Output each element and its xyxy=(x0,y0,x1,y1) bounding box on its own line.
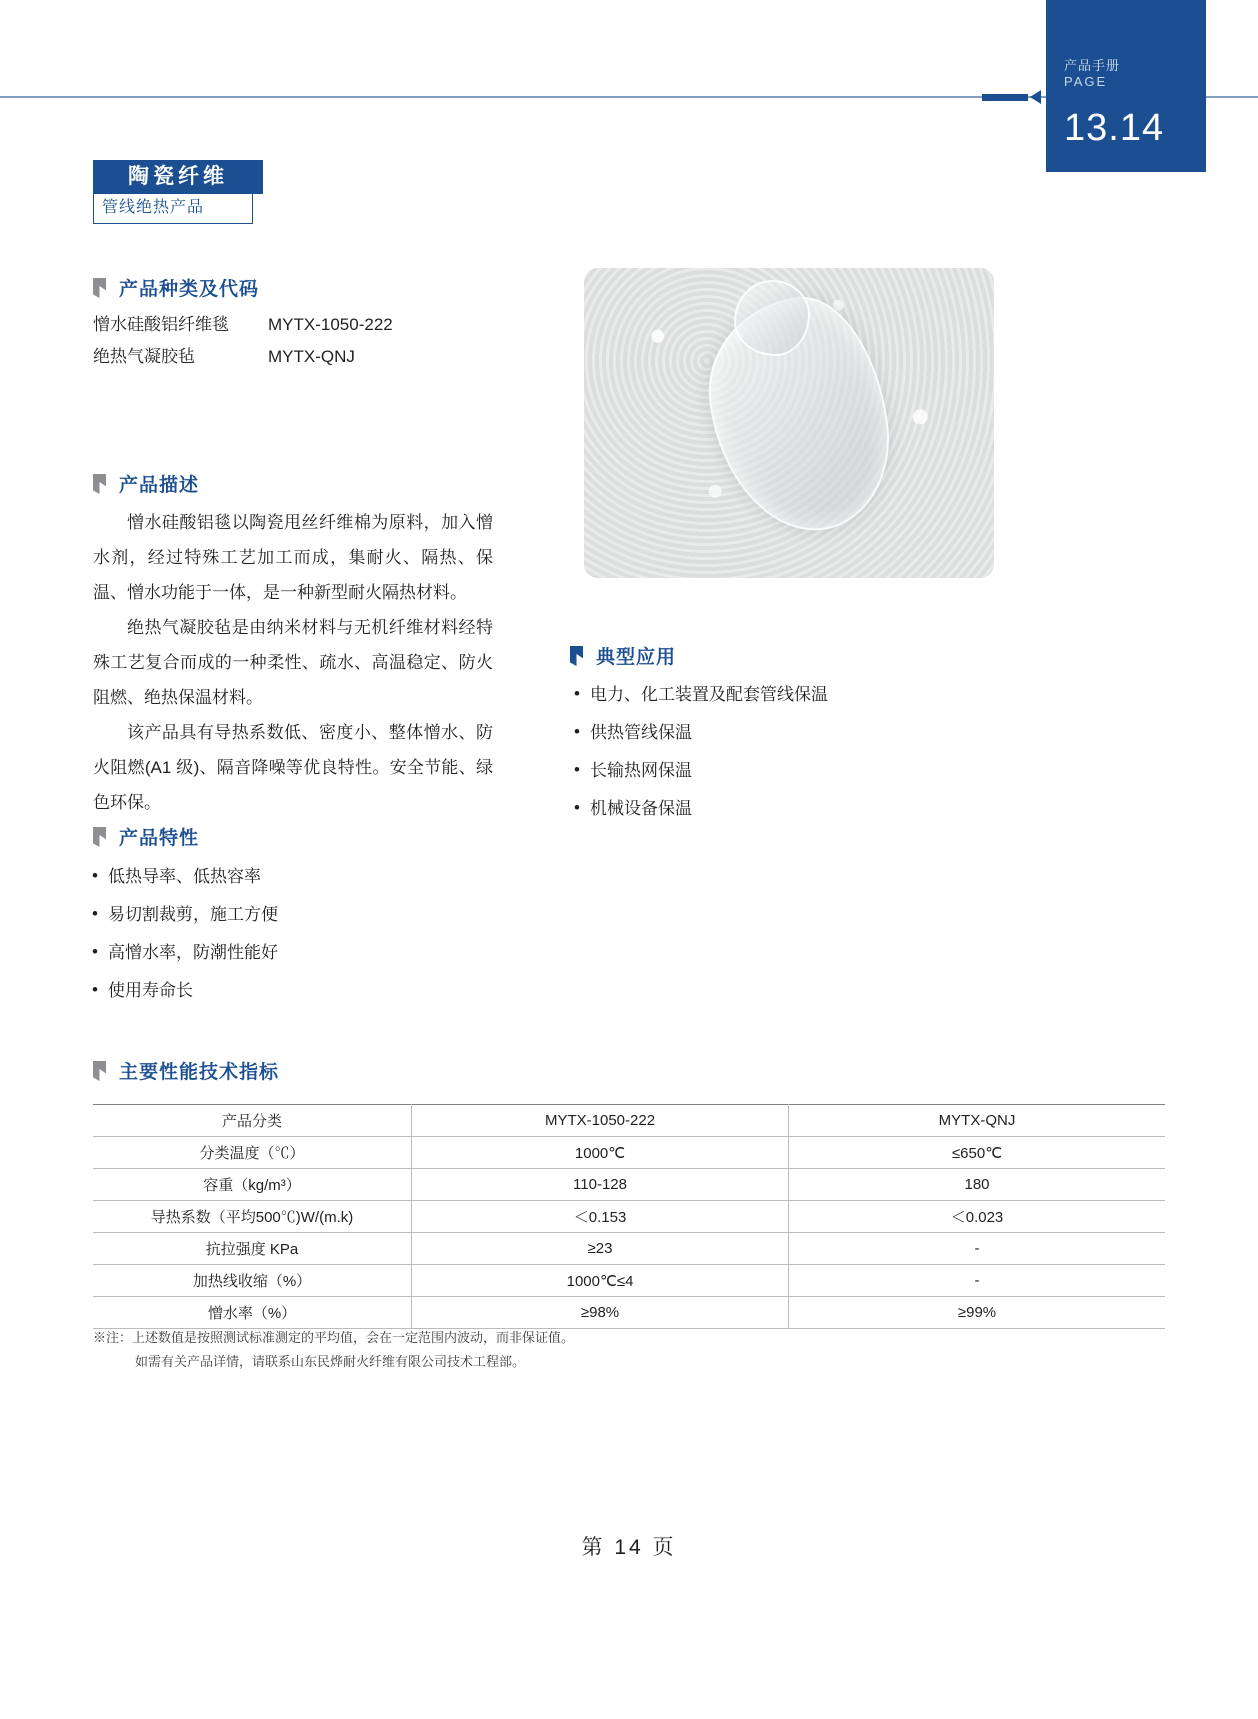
flag-icon xyxy=(93,1061,107,1081)
applications-list xyxy=(572,678,992,830)
row-value-2: MYTX-QNJ xyxy=(789,1105,1165,1137)
product-type-row xyxy=(93,340,355,374)
product-photo xyxy=(584,268,994,578)
flag-icon xyxy=(93,278,107,298)
section-heading-features: 产品特性 xyxy=(93,823,199,850)
note-line-1: ※注：上述数值是按照测试标准测定的平均值，会在一定范围内波动，而非保证值。 xyxy=(93,1330,575,1345)
row-value-1: ≥98% xyxy=(412,1297,789,1329)
list-item: • 易切割裁剪，施工方便 xyxy=(90,898,510,932)
product-type-code: MYTX-1050-222 xyxy=(268,315,393,334)
badge-page-label: PAGE xyxy=(1064,74,1108,89)
list-item: • 使用寿命长 xyxy=(90,974,510,1008)
row-label: 憎水率（%） xyxy=(93,1297,412,1329)
table-row xyxy=(93,1201,1165,1233)
row-value-2: - xyxy=(789,1265,1165,1297)
flag-icon xyxy=(93,474,107,494)
description-paragraph: 憎水硅酸铝毯以陶瓷甩丝纤维棉为原料，加入憎水剂，经过特殊工艺加工而成，集耐火、隔热、保温、憎水功能于一体，是一种新型耐火隔热材料。 xyxy=(93,513,493,602)
table-row xyxy=(93,1137,1165,1169)
arrow-left-decoration xyxy=(982,89,1046,107)
row-value-1: ≥23 xyxy=(412,1233,789,1265)
row-value-2: - xyxy=(789,1233,1165,1265)
row-label: 导热系数（平均500℃)W/(m.k) xyxy=(93,1201,412,1233)
list-item: • 长输热网保温 xyxy=(572,754,992,788)
row-value-1: 1000℃≤4 xyxy=(412,1265,789,1297)
section-heading-specs: 主要性能技术指标 xyxy=(93,1057,279,1084)
flag-icon xyxy=(93,827,107,847)
features-list xyxy=(90,860,510,1012)
page-subtitle: 管线绝热产品 xyxy=(93,194,253,224)
row-value-2: 180 xyxy=(789,1169,1165,1201)
list-item: • 机械设备保温 xyxy=(572,792,992,826)
badge-manual-label: 产品手册 xyxy=(1064,58,1121,73)
table-row xyxy=(93,1265,1165,1297)
row-value-2: ≥99% xyxy=(789,1297,1165,1329)
section-heading-types: 产品种类及代码 xyxy=(93,274,259,301)
badge-page-number: 13.14 xyxy=(1064,107,1165,149)
row-label: 加热线收缩（%） xyxy=(93,1265,412,1297)
list-item: • 高憎水率，防潮性能好 xyxy=(90,936,510,970)
row-value-1: 1000℃ xyxy=(412,1137,789,1169)
list-item: • 供热管线保温 xyxy=(572,716,992,750)
page-title: 陶瓷纤维 xyxy=(93,160,263,194)
row-label: 抗拉强度 KPa xyxy=(93,1233,412,1265)
list-item: • 电力、化工装置及配套管线保温 xyxy=(572,678,992,712)
flag-icon xyxy=(570,646,584,666)
row-value-1: ＜0.153 xyxy=(412,1201,789,1233)
row-label: 分类温度（℃） xyxy=(93,1137,412,1169)
table-row xyxy=(93,1105,1165,1137)
row-value-2: ＜0.023 xyxy=(789,1201,1165,1233)
list-item: • 低热导率、低热容率 xyxy=(90,860,510,894)
row-label: 容重（kg/m³） xyxy=(93,1169,412,1201)
section-heading-description: 产品描述 xyxy=(93,470,199,497)
table-row xyxy=(93,1297,1165,1329)
page-footer: 第 14 页 xyxy=(581,1536,677,1559)
table-note xyxy=(93,1326,993,1374)
product-type-name: 憎水硅酸铝纤维毯 xyxy=(93,315,229,334)
section-heading-applications: 典型应用 xyxy=(570,642,676,669)
specifications-table xyxy=(93,1104,1165,1329)
description-body xyxy=(93,505,493,820)
description-paragraph: 该产品具有导热系数低、密度小、整体憎水、防火阻燃(A1 级)、隔音降噪等优良特性。安全节能、绿色环保。 xyxy=(93,723,493,812)
row-value-1: 110-128 xyxy=(412,1169,789,1201)
table-row xyxy=(93,1169,1165,1201)
product-type-name: 绝热气凝胶毡 xyxy=(93,347,195,366)
product-type-row xyxy=(93,308,393,342)
row-label: 产品分类 xyxy=(93,1105,412,1137)
row-value-2: ≤650℃ xyxy=(789,1137,1165,1169)
table-row xyxy=(93,1233,1165,1265)
description-paragraph: 绝热气凝胶毡是由纳米材料与无机纤维材料经特殊工艺复合而成的一种柔性、疏水、高温稳定、防火阻燃、绝热保温材料。 xyxy=(93,618,493,707)
page-badge xyxy=(1046,0,1206,172)
water-droplet-small-shape xyxy=(734,280,810,356)
product-type-code: MYTX-QNJ xyxy=(268,347,355,366)
row-value-1: MYTX-1050-222 xyxy=(412,1105,789,1137)
note-line-2: 如需有关产品详情，请联系山东民烨耐火纤维有限公司技术工程部。 xyxy=(135,1354,526,1369)
